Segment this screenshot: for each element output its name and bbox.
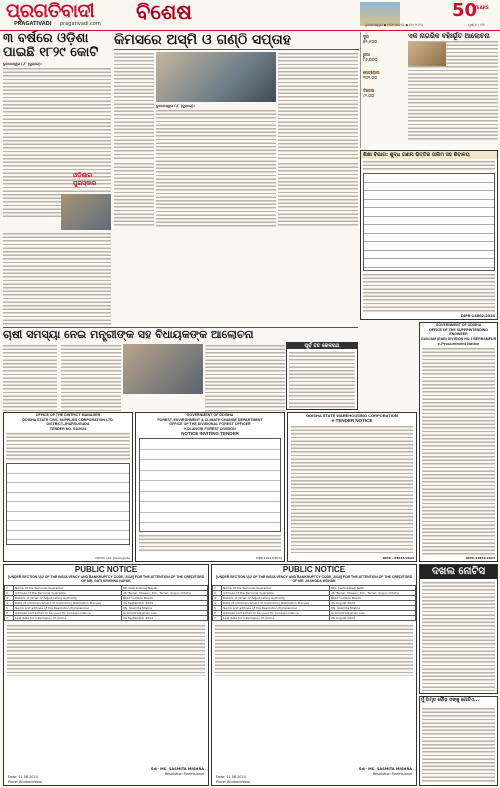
railway-body <box>289 351 355 409</box>
tender-warehouse-title: e-TENDER NOTICE <box>331 418 373 423</box>
public-notice-date: Date: 11.08.2024 <box>8 775 38 779</box>
second-story <box>114 32 359 227</box>
page-number: ପୃଷ୍ଠା : ୧୩ <box>468 23 485 27</box>
market-item-3 <box>363 88 405 98</box>
table-cell: 04 September 2024 <box>122 601 208 606</box>
tender-forest-place: KOLANGIR FOREST DIVISION <box>184 426 236 431</box>
table-cell: 24 September 2024 <box>122 616 208 621</box>
tender-forest-org: GOVERNMENT OF ODISHA <box>186 413 234 417</box>
table-cell: Last date for submission of claims <box>222 616 330 621</box>
newspaper-logo: ପ୍ରଗତିବାଦୀ <box>6 0 95 22</box>
table-cell: Mr. Gati Krishna Nayak <box>122 586 208 591</box>
table-cell: Details of Order of Adjudicating Authority <box>14 596 122 601</box>
exam-notice <box>360 150 498 320</box>
possession-body <box>422 581 495 691</box>
anniversary-subtitle: YEARS <box>474 5 489 10</box>
table-cell: 5 <box>213 606 222 611</box>
table-cell: Address of the Personal Guarantor <box>222 591 330 596</box>
third-body-left <box>3 344 57 416</box>
second-headline: କିମସରେ ଅସ୍ମି ଓ ଗଣ୍ଠି ସପ୍ତାହ <box>114 32 359 50</box>
tender-warehouse-footer: DIPR - 28024/2024 <box>382 556 414 560</box>
table-cell: 1 <box>213 586 222 591</box>
second-body-bottom <box>114 162 154 227</box>
tender-forest <box>135 412 285 562</box>
second-dateline: ଭୁବନେଶ୍ୱର ୮/୮ (ବ୍ୟୁରୋ): <box>156 104 195 108</box>
tender-forest-dept: FOREST, ENVIRONMENT & CLIMATE CHANGE DEPARTMENT <box>157 417 263 422</box>
market-value: ୧୦୧.୦୦ <box>363 75 378 80</box>
table-row <box>5 616 208 621</box>
public-notice-place: Place: Bhubaneswar <box>8 780 43 784</box>
table-cell: 6 <box>5 611 14 616</box>
third-body-right <box>205 344 285 416</box>
tender-right-title: e-Procurement Notice <box>437 341 480 346</box>
table-cell: Name and address of the Resolution Professional <box>14 606 122 611</box>
exam-notice-body <box>363 273 495 313</box>
second-body-right <box>278 52 358 160</box>
railway-title: ପୂର୍ବ ତଟ ରେଳପଥ <box>287 343 357 349</box>
market-value: ୭୨,୫୦୦ <box>363 39 377 44</box>
exam-notice-title: ଶିକ୍ଷା ବିଭାଗ: ଶୁଦ୍ଧ ଗଣନା ଭିତ୍ତିକ ତାଲିମ ସହ ଶିବାଳୟ <box>361 151 497 159</box>
tender-right-body <box>422 347 495 557</box>
possession-notice <box>419 564 498 694</box>
tender-forest-footer: OIPR-14912/2024 <box>255 556 282 560</box>
market-label: ପେଟ୍ରୋଲ <box>363 70 380 75</box>
third-photo <box>123 344 203 394</box>
second-body-mid <box>156 109 276 227</box>
tender-left-title: DISTRICT-JHARSUGUDA <box>46 422 90 426</box>
public-notice-body <box>215 624 413 676</box>
public-notice-1 <box>3 564 209 786</box>
exam-notice-footer: DIPR-14602/2024 <box>460 314 495 318</box>
public-notice-sign-name: Sd/- MS. SASMITA MISHRA <box>150 767 204 771</box>
market-value: ୯୨.୦୦ <box>363 93 375 98</box>
tender-forest-title: NOTICE INVITING TENDER <box>181 431 239 436</box>
third-body-mid <box>61 344 121 416</box>
table-cell: ip.smishra@gmail.com <box>330 611 416 616</box>
public-notice-body <box>7 624 205 676</box>
tender-left-footer: OSCSC Ltd, Jharsuguda <box>95 556 130 560</box>
inset-label: ଓଡ଼ିଶାର ପୁରସ୍କାର <box>73 172 97 187</box>
tender-left <box>3 412 133 562</box>
table-cell: Last date for submission of claims <box>14 616 122 621</box>
table-cell: 7 <box>213 616 222 621</box>
market-box <box>360 32 407 148</box>
tender-right <box>419 322 498 562</box>
tender-left-notice-no: TENDER NO. 04/2024 <box>49 426 87 431</box>
tender-right-office: OFFICE OF THE SUPERINTENDING ENGINEER <box>429 327 488 336</box>
table-cell: 4 <box>213 601 222 606</box>
table-cell: Address of the Personal Guarantor <box>14 591 122 596</box>
market-value: ୮୬,୦୦୦ <box>363 57 378 62</box>
public-notice-table <box>4 585 208 621</box>
table-row <box>213 616 416 621</box>
market-label: ରୁପା <box>363 52 370 57</box>
tender-warehouse-org: ODISHA STATE WAREHOUSING CORPORATION <box>306 413 398 418</box>
second-body-bottom-right <box>278 162 358 227</box>
table-cell: 5 <box>5 606 14 611</box>
table-cell: Address and e-mail to be used for correspondence <box>14 611 122 616</box>
market-item-1 <box>363 52 405 62</box>
bottom-right-notice <box>419 696 498 786</box>
anniversary-logo: 50 <box>452 0 478 21</box>
public-notice-title: PUBLIC NOTICE <box>282 565 346 574</box>
table-cell: Details of Order of Adjudicating Authority <box>222 596 330 601</box>
table-cell: Address and e-mail to be used for correspondence <box>222 611 330 616</box>
tender-left-org2: ODISHA STATE CIVIL SUPPLIES CORPORATION LTD. <box>22 417 114 422</box>
table-cell: At- Tamal, Shasan, P.O.- Tamal, Angul, Odisha <box>330 591 416 596</box>
table-cell: NCLT Cuttack Bench <box>330 596 416 601</box>
table-cell: ip.smishra@gmail.com <box>122 611 208 616</box>
public-notice-title: PUBLIC NOTICE <box>74 565 138 574</box>
third-headline: ଚାଷୀ ସମସ୍ୟା ନେଇ ମନ୍ତ୍ରୀଙ୍କ ସହ ବିଧାୟକଙ୍କ ଆଲୋଚନା <box>3 328 254 341</box>
table-cell: Ms. Sasmita Mishra <box>122 606 208 611</box>
table-cell: Ms. Sasmita Mishra <box>330 606 416 611</box>
public-notice-sign-name: Sd/- MS. SASMITA MISHRA <box>358 767 412 771</box>
table-cell: Name of the Personal Guarantor <box>14 586 122 591</box>
bottom-right-body <box>422 707 495 783</box>
public-notice-place: Place: Bhubaneswar <box>216 780 251 784</box>
right-headline: ଏକ ନାଗରିକ ବହିଃର୍ଭୂତ ଆଲୋଚନା <box>408 32 490 40</box>
tender-forest-body <box>139 534 281 552</box>
website: pragativadi.com <box>60 21 101 27</box>
public-notice-subtitle: [UNDER SECTION 102 OF THE INSOLVENCY AND BANKRUPTCY CODE, 2016] FOR THE ATTENTION OF THE CREDITORS OF MR. GATI KRISHNA NAYAK <box>8 575 204 584</box>
tender-left-body <box>6 432 130 462</box>
public-notice-sign-role: Resolution Professional <box>372 772 412 776</box>
railway-box <box>286 342 358 410</box>
lead-body-text-2 <box>3 232 111 326</box>
market-item-0 <box>363 34 405 44</box>
table-cell: Name and address of the Resolution Professional <box>222 606 330 611</box>
right-story <box>408 32 498 148</box>
logo-subtitle: PRAGATIVADI <box>14 21 52 27</box>
lead-headline-line2: ପାଇଛି ୧୮୨୯ କୋଟି <box>3 45 99 60</box>
market-label: ଡିଜେଲ <box>363 88 375 93</box>
tender-left-table <box>6 463 130 545</box>
table-cell: 3 <box>213 596 222 601</box>
tender-warehouse-body <box>291 425 413 553</box>
lead-dateline: ଭୁବନେଶ୍ୱର ୮/୮ (ବ୍ୟୁରୋ): <box>3 62 42 66</box>
table-cell: NCLT Cuttack Bench <box>122 596 208 601</box>
right-photo <box>408 42 446 66</box>
table-cell: 4 <box>5 601 14 606</box>
tender-left-org: OFFICE OF THE DISTRICT MANAGER <box>35 413 101 417</box>
market-label: ସୁନା <box>363 34 369 39</box>
table-cell: Date of commencement of Insolvency Resolution Process <box>222 601 330 606</box>
table-cell: 3 <box>5 596 14 601</box>
section-title: ବିଶେଷ <box>136 0 192 24</box>
public-notice-date: Date: 11.08.2024 <box>216 775 246 779</box>
lead-photo <box>61 194 111 230</box>
public-notice-table <box>212 585 416 621</box>
masthead <box>0 0 500 31</box>
second-photo <box>156 52 276 102</box>
table-cell: 7 <box>5 616 14 621</box>
tender-forest-office: OFFICE OF THE DIVISIONAL FOREST OFFICER <box>169 422 251 426</box>
table-cell: Mrs. Jashodabati Nath <box>330 586 416 591</box>
table-cell: 6 <box>213 611 222 616</box>
tender-forest-table <box>139 438 281 532</box>
lead-story <box>3 32 111 327</box>
table-cell: 1 <box>5 586 14 591</box>
public-notice-sign-role: Resolution Professional <box>164 772 204 776</box>
table-cell: 2 <box>213 591 222 596</box>
public-notice-subtitle: [UNDER SECTION 102 OF THE INSOLVENCY AND BANKRUPTCY CODE, 2016] FOR THE ATTENTION OF THE CREDITORS OF MR. JASHODA MOHAN <box>216 575 412 584</box>
lead-headline-line1: ୩ ବର୍ଷରେ ଓଡ଼ିଶା <box>3 31 89 46</box>
bottom-right-title: ମୁଁ ଅମୃତ ଗୌଡ଼ ତଙ୍କୁ ଗୋଟିଏ... <box>421 698 480 703</box>
possession-title: ଦଖଲ ନୋଟିସ <box>420 565 497 579</box>
public-notice-2 <box>211 564 417 786</box>
table-cell: Date of commencement of Insolvency Resolution Process <box>14 601 122 606</box>
tender-right-place: GANJAM (R&B) DIVISION NO.1 BERHAMPUR <box>420 336 497 341</box>
tender-right-org: GOVERNMENT OF ODISHA <box>435 323 482 327</box>
table-cell: Name of the Personal Guarantor <box>222 586 330 591</box>
market-item-2 <box>363 70 405 80</box>
table-cell: 2 <box>5 591 14 596</box>
second-body-left <box>114 52 154 160</box>
table-cell: At- Tamal, Shasan, P.O.- Tamal, Angul, Odisha <box>122 591 208 596</box>
date-line: ଭୁବନେଶ୍ୱର ▪ ମଙ୍ଗଳବାର ▪ ମେ ୨୦୨୪ <box>365 23 424 27</box>
exam-notice-intro <box>363 160 495 172</box>
exam-notice-table <box>363 173 495 271</box>
table-cell: 29 August 2024 <box>330 616 416 621</box>
tender-warehouse <box>287 412 417 562</box>
tender-right-footer: OIPR-14852/2024 <box>465 556 495 560</box>
table-cell: 05 August 2024 <box>330 601 416 606</box>
